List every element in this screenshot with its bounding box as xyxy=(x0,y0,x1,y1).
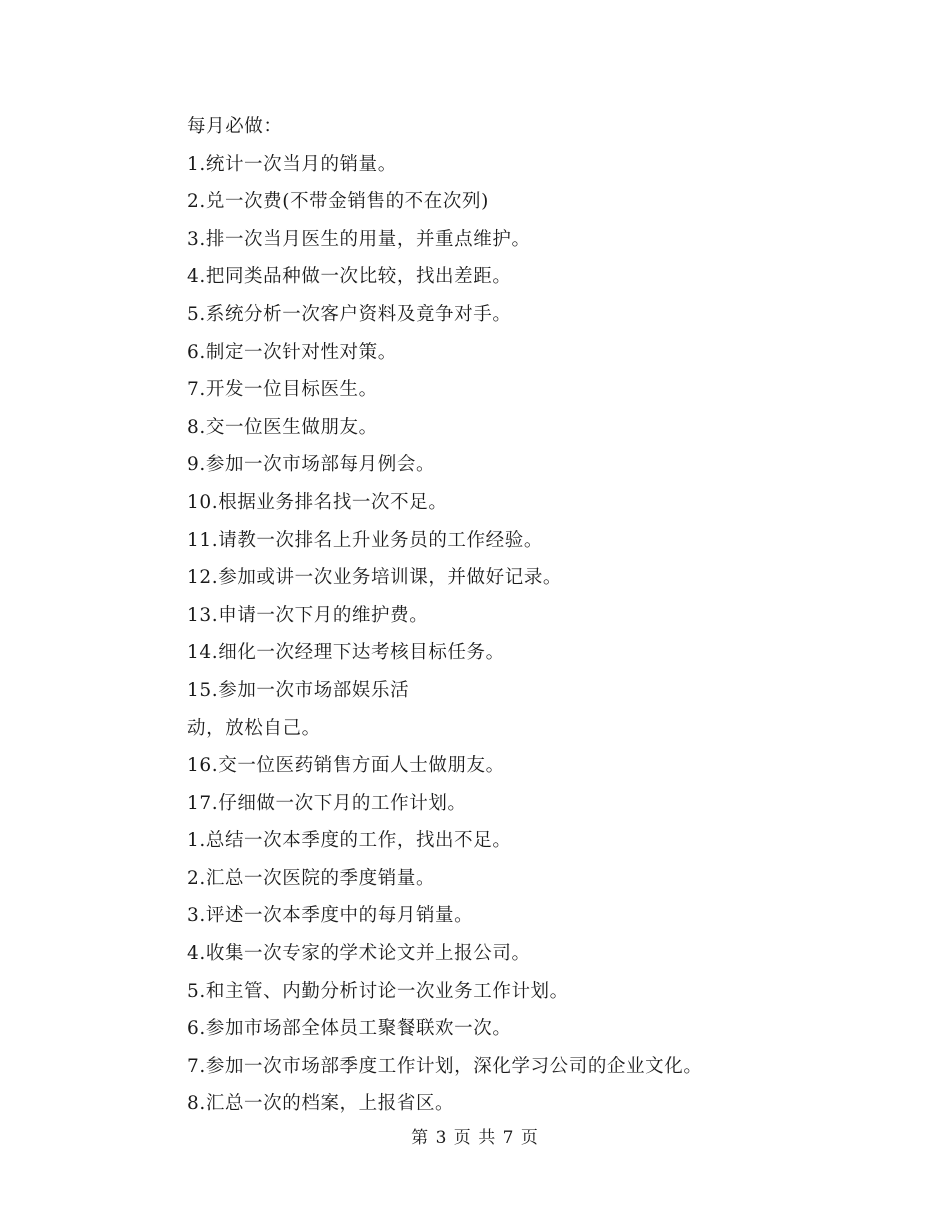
list-item: 6.参加市场部全体员工聚餐联欢一次。 xyxy=(187,1018,512,1040)
list-item-continuation: 动，放松自己。 xyxy=(187,717,321,739)
list-item: 17.仔细做一次下月的工作计划。 xyxy=(187,792,467,814)
list-item: 2.汇总一次医院的季度销量。 xyxy=(187,867,436,889)
list-item: 16.交一位医药销售方面人士做朋友。 xyxy=(187,755,505,777)
page-number-footer: 第 3 页 共 7 页 xyxy=(411,1128,539,1148)
list-item: 9.参加一次市场部每月例会。 xyxy=(187,454,436,476)
section-heading: 每月必做： xyxy=(187,116,283,137)
list-item: 5.和主管、内勤分析讨论一次业务工作计划。 xyxy=(187,980,569,1002)
list-item: 13.申请一次下月的维护费。 xyxy=(187,604,429,626)
list-item: 4.收集一次专家的学术论文并上报公司。 xyxy=(187,943,531,965)
list-item: 7.开发一位目标医生。 xyxy=(187,379,378,401)
list-item: 6.制定一次针对性对策。 xyxy=(187,341,397,363)
list-item: 10.根据业务排名找一次不足。 xyxy=(187,491,448,513)
list-item: 3.评述一次本季度中的每月销量。 xyxy=(187,905,474,927)
list-item: 11.请教一次排名上升业务员的工作经验。 xyxy=(187,529,543,551)
list-item: 7.参加一次市场部季度工作计划，深化学习公司的企业文化。 xyxy=(187,1055,703,1077)
document-body xyxy=(187,108,787,1123)
list-item: 15.参加一次市场部娱乐活 xyxy=(187,679,410,701)
list-item: 8.交一位医生做朋友。 xyxy=(187,416,378,438)
list-item: 14.细化一次经理下达考核目标任务。 xyxy=(187,642,505,664)
list-item: 8.汇总一次的档案，上报省区。 xyxy=(187,1093,455,1115)
list-item: 4.把同类品种做一次比较，找出差距。 xyxy=(187,266,512,288)
list-item: 1.统计一次当月的销量。 xyxy=(187,153,397,175)
list-item: 5.系统分析一次客户资料及竟争对手。 xyxy=(187,303,512,325)
list-item: 3.排一次当月医生的用量，并重点维护。 xyxy=(187,228,531,250)
list-item: 1.总结一次本季度的工作，找出不足。 xyxy=(187,830,512,852)
list-item: 12.参加或讲一次业务培训课，并做好记录。 xyxy=(187,567,563,589)
list-item: 2.兑一次费(不带金销售的不在次列) xyxy=(187,191,489,213)
